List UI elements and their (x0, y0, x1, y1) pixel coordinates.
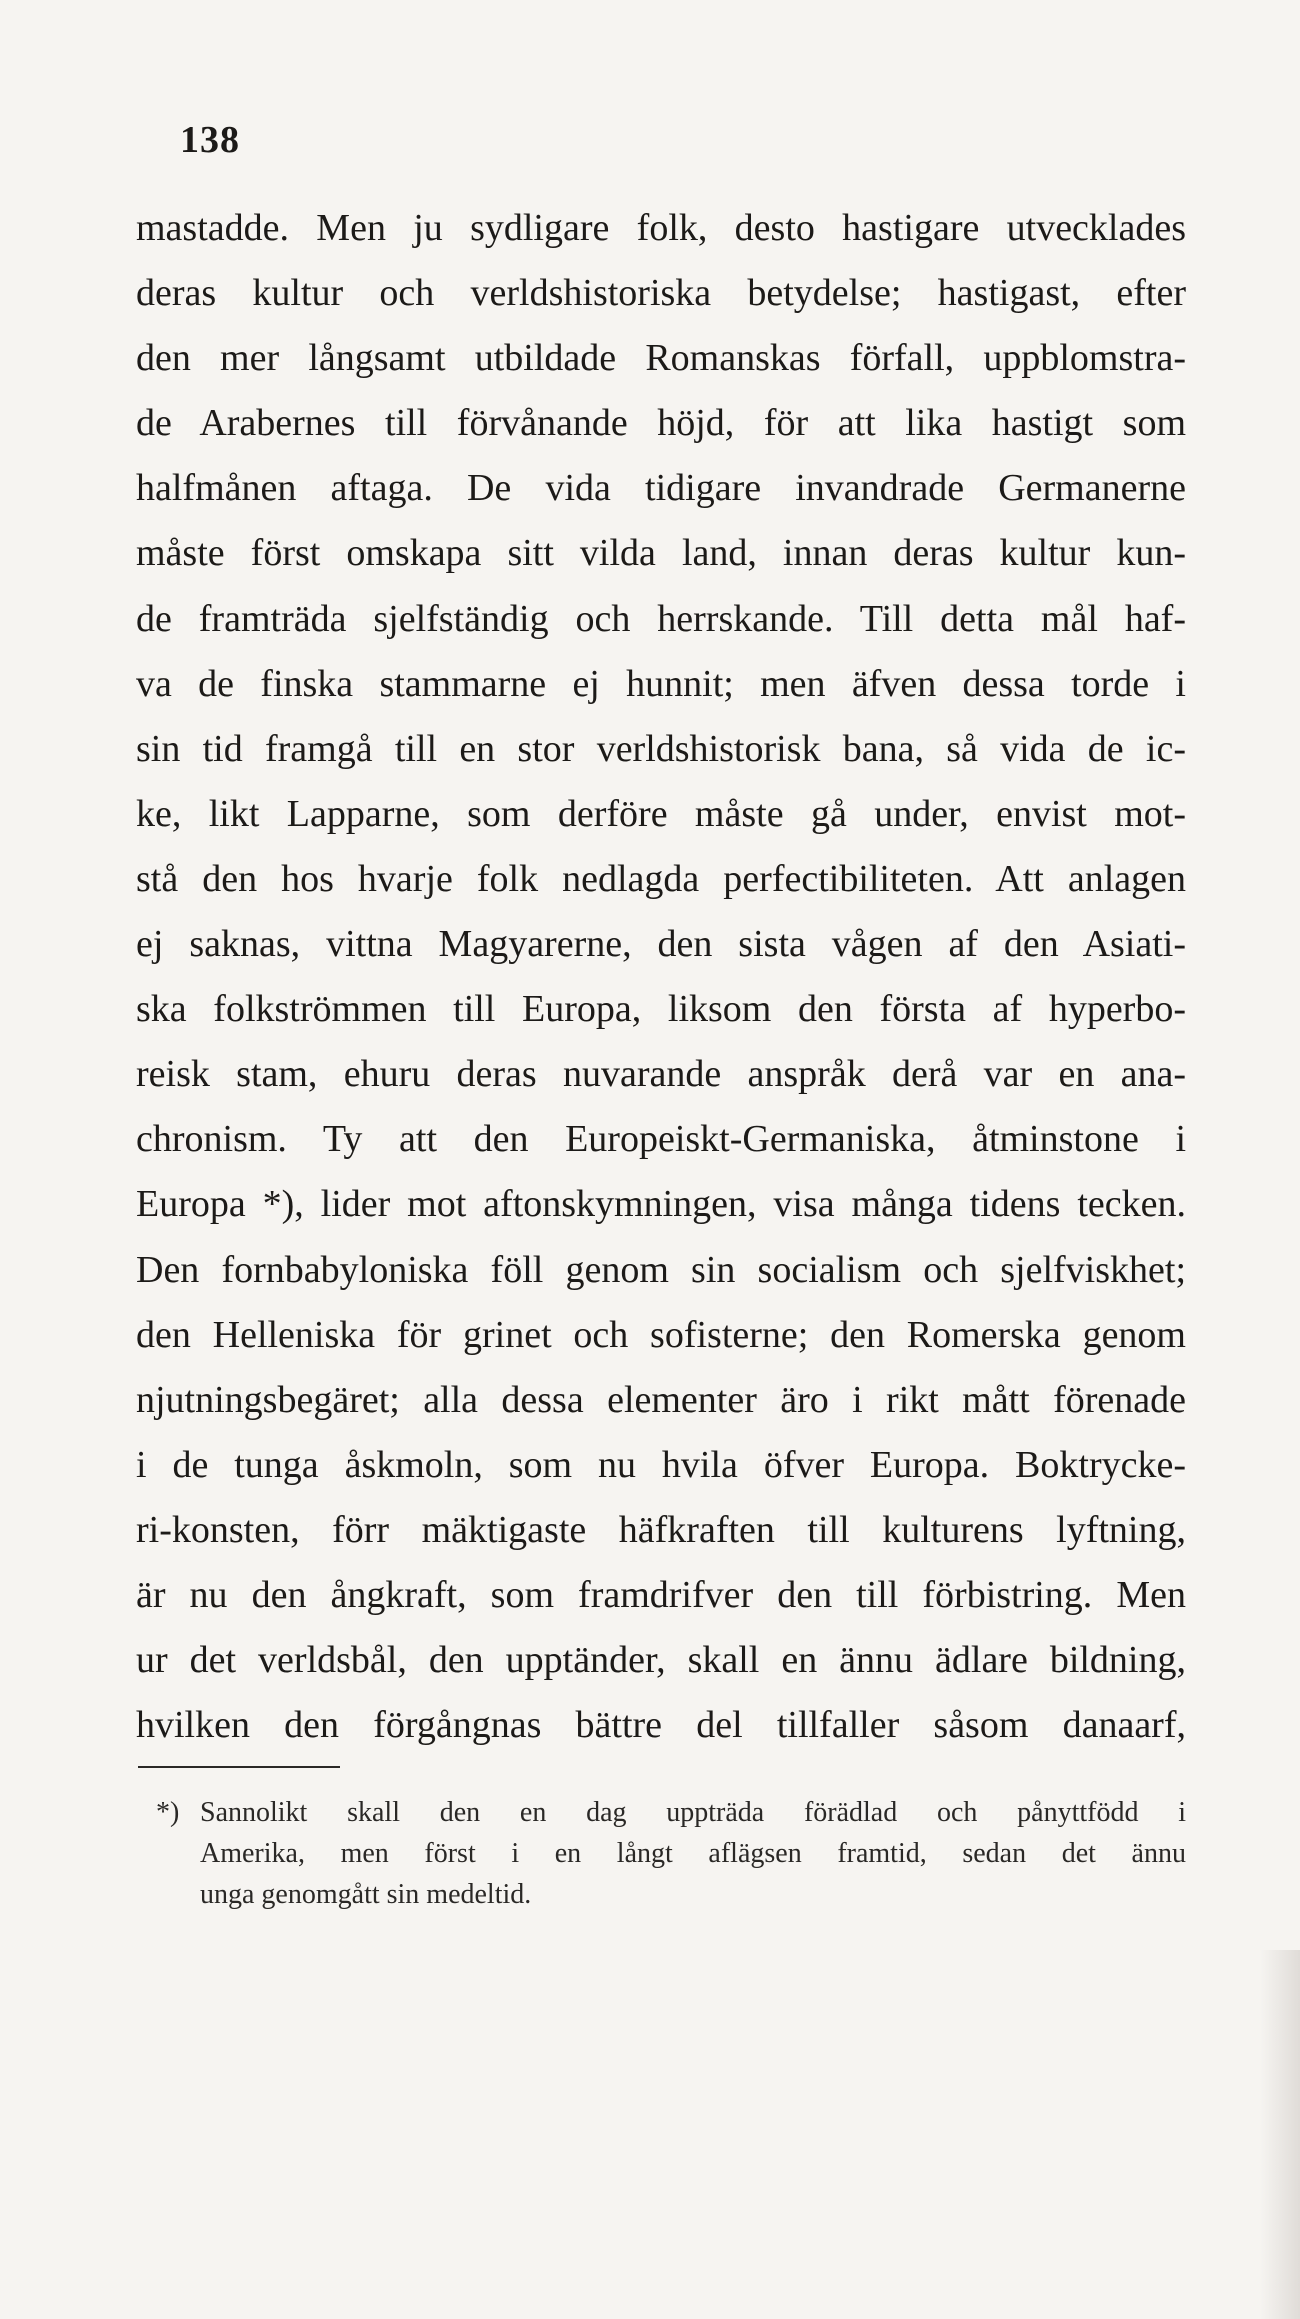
text-line: ri-konsten, förr mäktigaste häfkraften till kulturens lyftning, (136, 1508, 1186, 1551)
text-line: deras kultur och verldshistoriska betydelse; hastigast, efter (136, 272, 1186, 315)
footnote-separator (138, 1766, 340, 1768)
footnote-line: unga genomgått sin medeltid. (200, 1879, 532, 1910)
text-line: ska folkströmmen till Europa, liksom den första af hyperbo- (136, 988, 1186, 1031)
text-line: mastadde. Men ju sydligare folk, desto hastigare utvecklades (136, 207, 1186, 249)
text-line: hvilken den förgångnas bättre del tillfaller såsom danaarf, (136, 1704, 1186, 1747)
text-line: chronism. Ty att den Europeiskt-Germaniska, åtminstone i (136, 1118, 1186, 1161)
text-line: Europa *), lider mot aftonskymningen, visa många tidens tecken. (136, 1183, 1186, 1226)
text-line: halfmånen aftaga. De vida tidigare invandrade Germanerne (136, 467, 1186, 510)
footnote-line: Amerika, men först i en långt aflägsen framtid, sedan det ännu (200, 1838, 1186, 1869)
text-line: ej saknas, vittna Magyarerne, den sista vågen af den Asiati- (136, 923, 1186, 966)
text-line: reisk stam, ehuru deras nuvarande anspråk derå var en ana- (136, 1053, 1186, 1096)
page-number: 138 (180, 119, 240, 161)
text-line: i de tunga åskmoln, som nu hvila öfver Europa. Boktrycke- (136, 1443, 1186, 1486)
text-line: måste först omskapa sitt vilda land, innan deras kultur kun- (136, 532, 1186, 575)
text-line: sin tid framgå till en stor verldshistorisk bana, så vida de ic- (136, 727, 1186, 770)
page-edge-shadow (1260, 1950, 1300, 2319)
text-line: njutningsbegäret; alla dessa elementer äro i rikt mått förenade (136, 1378, 1186, 1421)
text-line: är nu den ångkraft, som framdrifver den till förbistring. Men (136, 1573, 1186, 1616)
text-line: ke, likt Lapparne, som derföre måste gå under, envist mot- (136, 792, 1186, 835)
text-line: ur det verldsbål, den upptänder, skall en ännu ädlare bildning, (136, 1639, 1186, 1682)
text-line: de Arabernes till förvånande höjd, för att lika hastigt som (136, 402, 1186, 445)
text-line: den Helleniska för grinet och sofisterne; den Romerska genom (136, 1313, 1186, 1356)
footnote-line: Sannolikt skall den en dag uppträda förädlad och pånyttfödd i (200, 1797, 1186, 1828)
body-text (136, 196, 1186, 1758)
text-line: stå den hos hvarje folk nedlagda perfectibiliteten. Att anlagen (136, 857, 1186, 900)
text-line: de framträda sjelfständig och herrskande. Till detta mål haf- (136, 597, 1186, 640)
text-line: Den fornbabyloniska föll genom sin socialism och sjelfviskhet; (136, 1248, 1186, 1291)
text-line: den mer långsamt utbildade Romanskas förfall, uppblomstra- (136, 337, 1186, 380)
text-line: va de finska stammarne ej hunnit; men äfven dessa torde i (136, 662, 1186, 705)
footnote-marker: *) (156, 1797, 180, 1828)
footnote (200, 1792, 1186, 1915)
